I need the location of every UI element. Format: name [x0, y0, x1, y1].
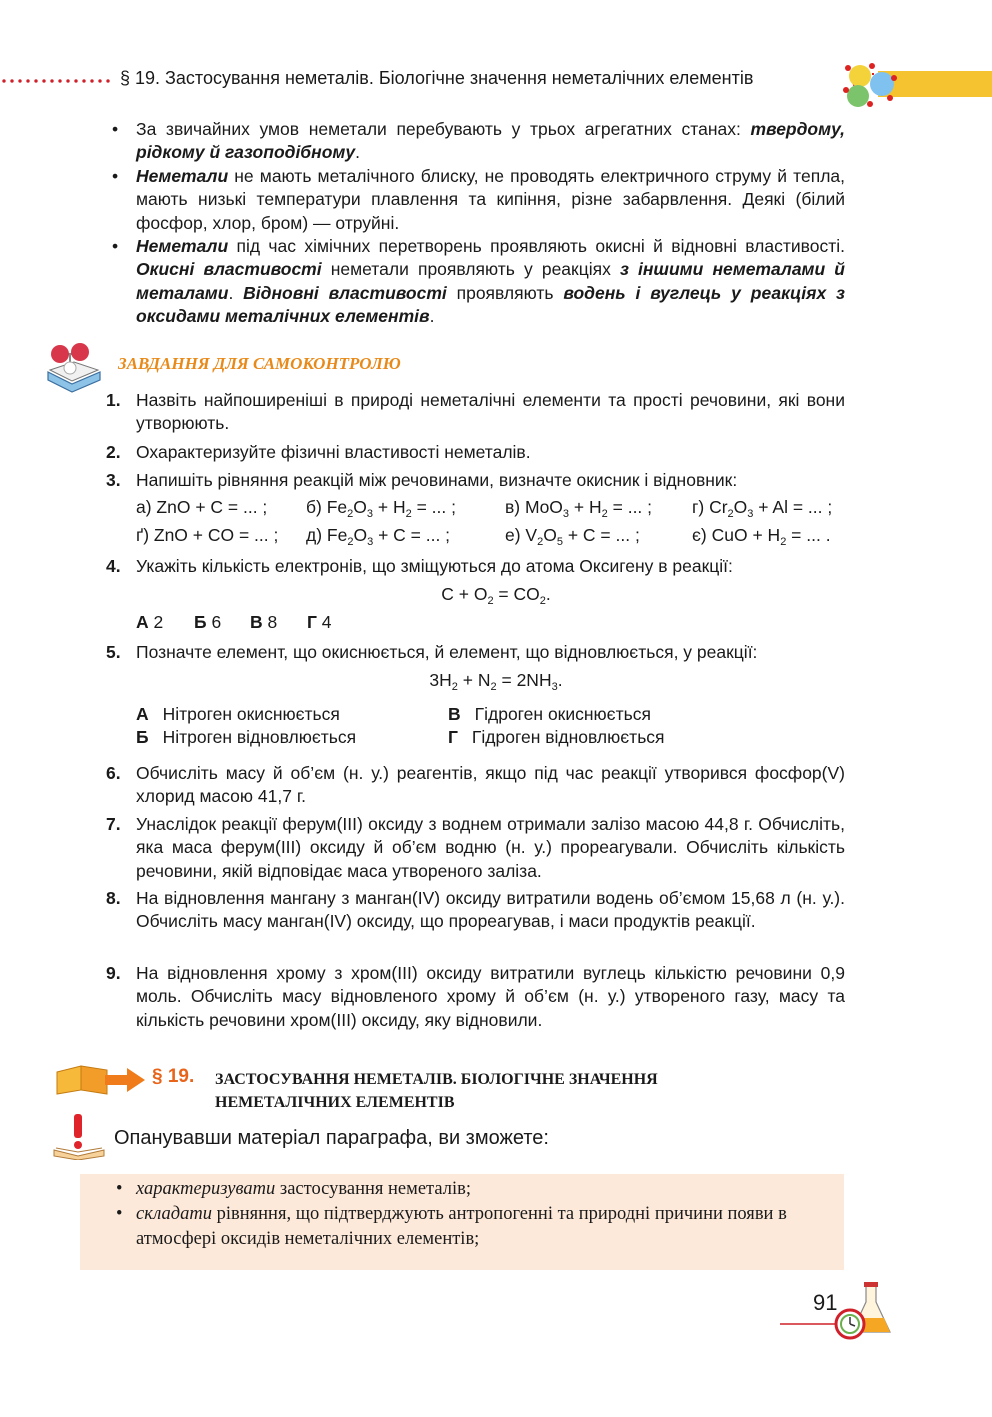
equation-row: [136, 497, 846, 521]
running-header: § 19. Застосування неметалів. Біологічне значення неметалічних елементів: [120, 68, 754, 88]
section-title: ЗАСТОСУВАННЯ НЕМЕТАЛІВ. БІОЛОГІЧНЕ ЗНАЧЕННЯ НЕМЕТАЛІЧНИХ ЕЛЕМЕНТІВ: [215, 1071, 658, 1111]
selfcontrol-title: ЗАВДАННЯ ДЛЯ САМОКОНТРОЛЮ: [118, 354, 401, 373]
task-item: 6. Обчисліть масу й об’єм (н. у.) реагентів, якщо під час реакції утворився фосфор(V) хлорид масою 41,7 г.: [106, 763, 845, 807]
equation: ґ) ZnO + CO = ... ;: [136, 525, 279, 545]
task-item: 3. Напишіть рівняння реакцій між речовинами, визначте окисник і відновник:: [106, 470, 738, 490]
equation: е) $V_2O_5 + C$ = ... ;: [505, 525, 640, 548]
task-item: 7. Унаслідок реакції ферум(III) оксиду з воднем отримали залізо масою 44,8 г. Обчисліть, яка маса ферум(III) оксиду й об’єм водню (н. у.) прореагували. Обчисліть кількість речовини, якій відповідає маса утвореного заліза.: [106, 814, 845, 881]
section-intro: Опанувавши матеріал параграфа, ви зможете:: [114, 1127, 549, 1149]
book-molecule-icon: [44, 338, 104, 394]
equation: а) ZnO + C = ... ;: [136, 497, 268, 517]
equation: в) $MoO_3 + H_2$ = ... ;: [505, 497, 653, 520]
flask-clock-icon: [780, 1280, 900, 1342]
equation: д) $Fe_2O_3 + C$ = ... ;: [306, 525, 451, 548]
task-item: 4. Укажіть кількість електронів, що зміщуються до атома Оксигену в реакції:: [106, 556, 733, 576]
bullet-item: • Неметали не мають металічного блиску, не проводять електричного струму й тепла, мають низькі температури плавлення та кипіння, різне забарвлення. Деякі (білий фосфор, хлор, бром) — отруйні.: [110, 165, 845, 235]
task-item: 1. Назвіть найпоширеніші в природі неметалічні елементи та прості речовини, які вони утворюють.: [106, 390, 845, 434]
equation: б) $Fe_2O_3 + H_2$ = ... ;: [306, 497, 456, 520]
goal-item: • характеризувати застосування неметалів;: [114, 1177, 836, 1202]
task-item: 2. Охарактеризуйте фізичні властивості неметалів.: [106, 442, 531, 462]
task-item: 9. На відновлення хрому з хром(III) оксиду витратили вуглець кількістю речовини 0,9 моль. Обчисліть масу відновленого хрому й об’єм (н. у.) утвореного газу, масу та кількість речовини хром(III) оксиду, яку відновили.: [106, 963, 845, 1030]
goal-item: • складати рівняння, що підтверджують антропогенні та природні причини появи в атмосфері оксидів неметалічних елементів;: [114, 1202, 836, 1252]
equation: г) $Cr_2O_3 + Al$ = ... ;: [692, 497, 833, 520]
reaction-equation: $C + O_2 = CO_2$.: [441, 584, 551, 607]
book-arrow-icon: [55, 1062, 147, 1098]
task-item: 5. Позначте елемент, що окиснюється, й елемент, що відновлюється, у реакції:: [106, 642, 758, 662]
bullet-item: • За звичайних умов неметали перебувають у трьох агрегатних станах: твердому, рідкому й газоподібному.: [110, 118, 845, 165]
summary-bullets: [110, 118, 845, 329]
task-item: 8. На відновлення мангану з манган(IV) оксиду витратили водень об’ємом 15,68 л (н. у.). Обчисліть масу манган(IV) оксиду, що прореагував, і маси продуктів реакції.: [106, 888, 845, 932]
header-dotted-line: [0, 78, 112, 84]
exclamation-book-icon: [52, 1112, 108, 1160]
equation-row: [136, 525, 846, 549]
goals-list: [114, 1177, 836, 1252]
answer-options: А Нітроген окиснюється Б Нітроген відновлюється В Гідроген окиснюється Г Гідроген відновлюється: [136, 704, 665, 747]
molecule-header-icon: [838, 56, 900, 112]
reaction-equation: $3H_2 + N_2 = 2NH_3$.: [429, 670, 563, 693]
equation: є) CuO + $H_2$ = ... .: [692, 525, 831, 548]
bullet-item: • Неметали під час хімічних перетворень проявляють окисні й відновні властивості. Окисні властивості неметали проявляють у реакціях з іншими неметалами й металами. Відновні властивості проявляють водень і вуглець у реакціях з оксидами металічних елементів.: [110, 235, 845, 329]
page-number: 91: [813, 1290, 838, 1315]
section-number: § 19.: [152, 1066, 195, 1087]
